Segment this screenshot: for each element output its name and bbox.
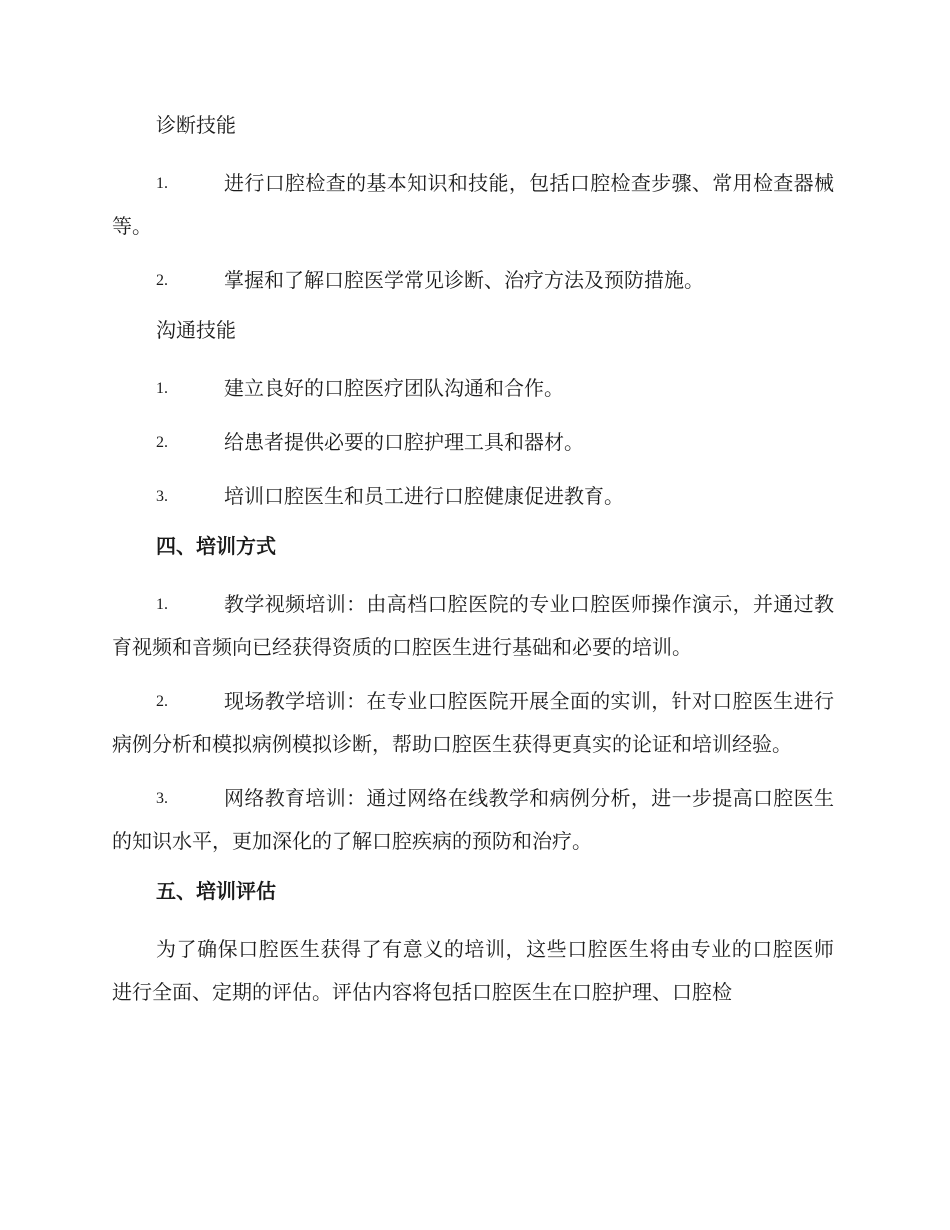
list-text: 网络教育培训：通过网络在线教学和病例分析，进一步提高口腔医生的知识水平，更加深化的了解口腔疾病的预防和治疗。	[112, 786, 834, 853]
document-content	[112, 108, 834, 1014]
list-item	[112, 680, 834, 766]
list-text: 现场教学培训：在专业口腔医院开展全面的实训，针对口腔医生进行病例分析和模拟病例模拟诊断，帮助口腔医生获得更真实的论证和培训经验。	[112, 689, 834, 756]
list-item	[112, 162, 834, 248]
list-text: 给患者提供必要的口腔护理工具和器材。	[224, 430, 584, 454]
list-item	[112, 777, 834, 863]
list-number: 3.	[156, 790, 168, 807]
section-title-diagnosis: 诊断技能	[156, 113, 236, 137]
list-item	[112, 421, 834, 464]
list-number: 2.	[156, 693, 168, 710]
list-item	[112, 367, 834, 410]
section-title-communication: 沟通技能	[156, 318, 236, 342]
list-text: 掌握和了解口腔医学常见诊断、治疗方法及预防措施。	[224, 268, 704, 292]
list-text: 建立良好的口腔医疗团队沟通和合作。	[224, 376, 564, 400]
list-number: 1.	[156, 380, 168, 397]
list-number: 2.	[156, 434, 168, 451]
list-number: 3.	[156, 488, 168, 505]
list-item	[112, 475, 834, 518]
list-text: 培训口腔医生和员工进行口腔健康促进教育。	[224, 484, 624, 508]
list-item	[112, 259, 834, 302]
list-text: 进行口腔检查的基本知识和技能，包括口腔检查步骤、常用检查器械等。	[112, 171, 834, 238]
list-text: 教学视频培训：由高档口腔医院的专业口腔医师操作演示，并通过教育视频和音频向已经获得资质的口腔医生进行基础和必要的培训。	[112, 592, 834, 659]
list-number: 1.	[156, 596, 168, 613]
list-item	[112, 583, 834, 669]
section-title-methods: 四、培训方式	[156, 534, 276, 558]
section-title-evaluation: 五、培训评估	[156, 879, 276, 903]
evaluation-paragraph: 为了确保口腔医生获得了有意义的培训，这些口腔医生将由专业的口腔医师进行全面、定期的评估。评估内容将包括口腔医生在口腔护理、口腔检	[112, 937, 834, 1004]
list-number: 2.	[156, 272, 168, 289]
list-number: 1.	[156, 175, 168, 192]
